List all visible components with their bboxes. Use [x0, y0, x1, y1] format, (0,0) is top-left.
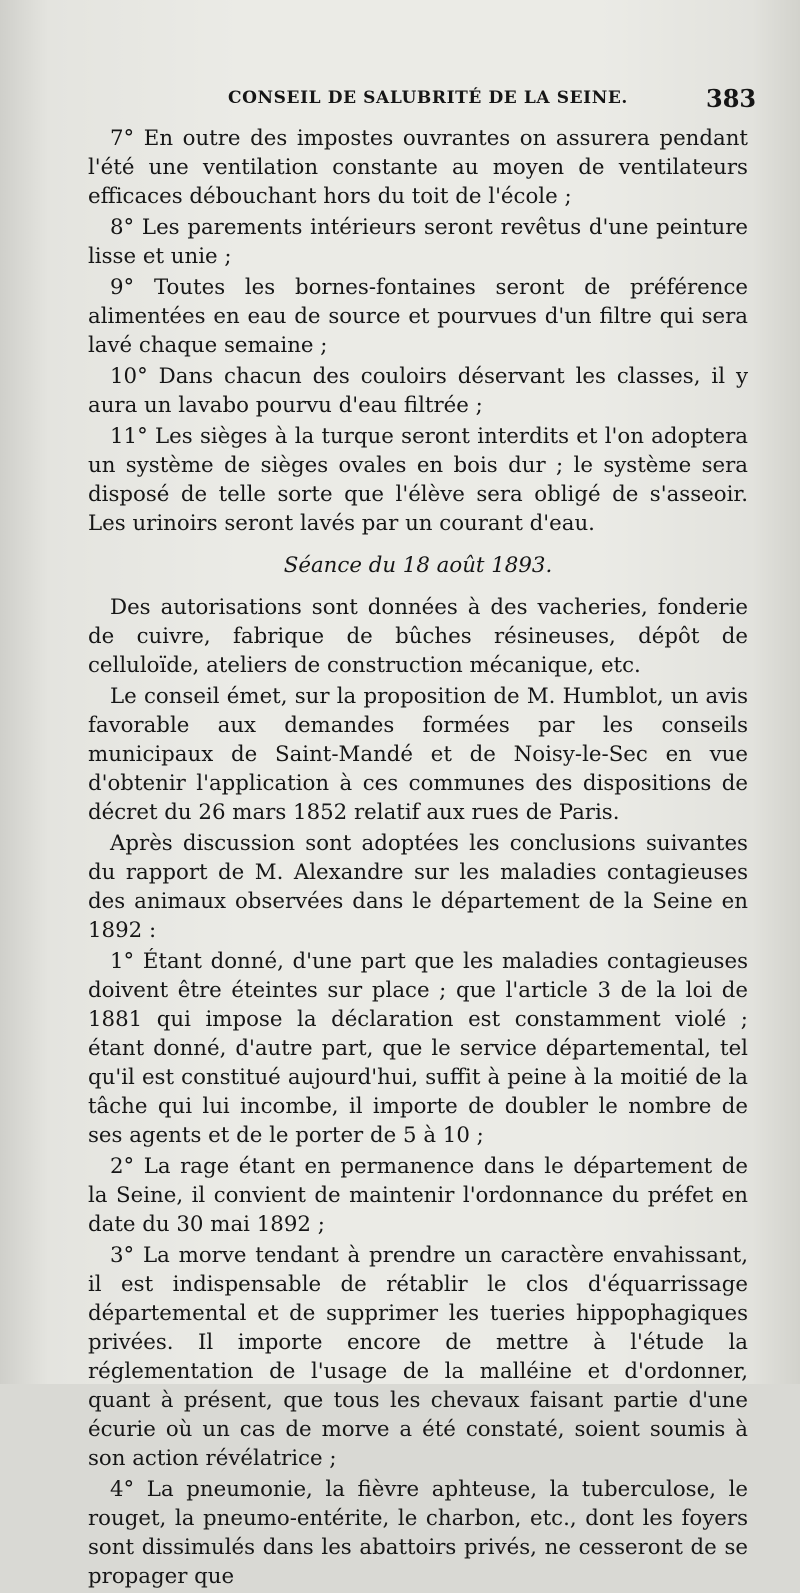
- page-number: 383: [706, 84, 757, 113]
- conclusion-item-1: 1° Étant donné, d'une part que les maladies contagieuses doivent être éteintes sur place ; que l'article 3 de la loi de 1881 qui impose la déclaration est constamment violé ; étant donné, d'autre part, que le service départemental, tel qu'il est constitué aujourd'hui, suffit à peine à la moitié de la tâche qui lui incombe, il importe de doubler le nombre de ses agents et de le porter de 5 à 10 ;: [88, 949, 748, 1148]
- body-text: [88, 124, 748, 1593]
- paragraph-item-7: 7° En outre des impostes ouvrantes on assurera pendant l'été une ventilation constante au moyen de ventilateurs efficaces débouchant hors du toit de l'école ;: [88, 126, 748, 209]
- conclusion-item-2: 2° La rage étant en permanence dans le département de la Seine, il convient de maintenir l'ordonnance du préfet en date du 30 mai 1892 ;: [88, 1154, 748, 1237]
- paragraph-item-9: 9° Toutes les bornes-fontaines seront de préférence alimentées en eau de source et pourvues d'un filtre qui sera lavé chaque semaine ;: [88, 275, 748, 358]
- paragraph-item-10: 10° Dans chacun des couloirs déservant les classes, il y aura un lavabo pourvu d'eau filtrée ;: [88, 364, 748, 418]
- paragraph-autorisations: Des autorisations sont données à des vacheries, fonderie de cuivre, fabrique de bûches résineuses, dépôt de celluloïde, ateliers de construction mécanique, etc.: [88, 595, 748, 678]
- paragraph-item-11: 11° Les sièges à la turque seront interdits et l'on adoptera un système de sièges ovales en bois dur ; le système sera disposé de telle sorte que l'élève sera obligé de s'asseoir. Les urinoirs seront lavés par un courant d'eau.: [88, 424, 748, 536]
- paragraph-conseil: Le conseil émet, sur la proposition de M. Humblot, un avis favorable aux demandes formées par les conseils municipaux de Saint-Mandé et de Noisy-le-Sec en vue d'obtenir l'application à ces communes des dispositions de décret du 26 mars 1852 relatif aux rues de Paris.: [88, 684, 748, 825]
- paragraph-apres-discussion: Après discussion sont adoptées les conclusions suivantes du rapport de M. Alexandre sur les maladies contagieuses des animaux observées dans le département de la Seine en 1892 :: [88, 831, 748, 943]
- conclusion-item-3: 3° La morve tendant à prendre un caractère envahissant, il est indispensable de rétablir le clos d'équarrissage départemental et de supprimer les tueries hippophagiques privées. Il importe encore de mettre à l'étude la réglementation de l'usage de la malléine et d'ordonner, quant à présent, que tous les chevaux faisant partie d'une écurie où un cas de morve a été constaté, soient soumis à son action révélatrice ;: [88, 1243, 748, 1471]
- running-title: CONSEIL DE SALUBRITÉ DE LA SEINE.: [228, 88, 628, 108]
- conclusion-item-4: 4° La pneumonie, la fièvre aphteuse, la tuberculose, le rouget, la pneumo-entérite, le charbon, etc., dont les foyers sont dissimulés dans les abattoirs privés, ne cesseront de se propager que: [88, 1477, 748, 1589]
- page-header: [0, 84, 800, 118]
- session-heading: Séance du 18 août 1893.: [283, 553, 553, 578]
- paragraph-item-8: 8° Les parements intérieurs seront revêtus d'une peinture lisse et unie ;: [88, 215, 748, 269]
